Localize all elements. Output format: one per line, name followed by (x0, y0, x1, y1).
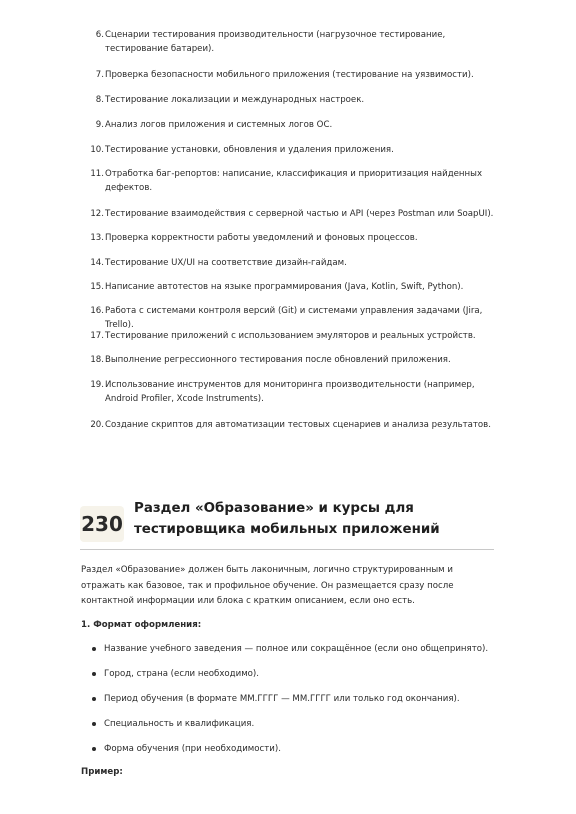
list-item-number: 7. (95, 70, 104, 80)
list-item-text: Выполнение регрессионного тестирования после обновлений приложения. (105, 355, 451, 365)
list-item-text: Написание автотестов на языке программирования (Java, Kotlin, Swift, Python). (105, 282, 464, 292)
bullet-dot (92, 722, 96, 726)
section-divider (80, 549, 494, 550)
bullet-dot (92, 672, 96, 676)
list-item-text: Использование инструментов для мониторинга производительности (например, Android Profiler, Xcode Instruments). (105, 380, 475, 404)
list-item-text: Проверка корректности работы уведомлений и фоновых процессов. (105, 233, 418, 243)
bullet-text: Город, страна (если необходимо). (104, 669, 260, 679)
list-item-number: 12. (90, 209, 104, 219)
list-item-text: Создание скриптов для автоматизации тестовых сценариев и анализа результатов. (105, 420, 491, 430)
list-item-number: 9. (95, 120, 104, 130)
list-item-text: Тестирование локализации и международных настроек. (105, 95, 365, 105)
list-item-number: 8. (95, 95, 104, 105)
list-item-text: Проверка безопасности мобильного приложения (тестирование на уязвимости). (105, 70, 474, 80)
section-title: Раздел «Образование» и курсы для тестировщика мобильных приложений (134, 501, 440, 537)
list-item-text: Работа с системами контроля версий (Git) и системами управления задачами (Jira, Trello). (105, 306, 483, 330)
bullet-text: Название учебного заведения — полное или сокращённое (если оно общепринято). (104, 644, 489, 654)
list-item-text: Тестирование приложений с использованием эмуляторов и реальных устройств. (105, 331, 476, 341)
format-heading: 1. Формат оформления: (81, 620, 202, 630)
list-item-number: 15. (90, 282, 104, 292)
list-item-text: Тестирование установки, обновления и удаления приложения. (105, 145, 394, 155)
bullet-dot (92, 697, 96, 701)
list-item-text: Тестирование взаимодействия с серверной частью и API (через Postman или SoapUI). (105, 209, 494, 219)
list-item-text: Анализ логов приложения и системных логов ОС. (105, 120, 333, 130)
section-number-badge: 230 (80, 506, 124, 542)
list-item-number: 11. (90, 169, 104, 179)
list-item-number: 17. (90, 331, 104, 341)
list-item-text: Тестирование UX/UI на соответствие дизайн-гайдам. (105, 258, 347, 268)
section-intro-paragraph: Раздел «Образование» должен быть лаконичным, логично структурированным и отражать как базовое, так и профильное обучение. Он размещается сразу после контактной информации или блока с кратким описанием, если оно есть. (81, 565, 454, 606)
section-header (80, 498, 498, 550)
list-item-text: Сценарии тестирования производительности (нагрузочное тестирование, тестирование батареи). (105, 30, 446, 54)
bullet-text: Период обучения (в формате ММ.ГГГГ — ММ.ГГГГ или только год окончания). (104, 694, 460, 704)
list-item-number: 20. (90, 420, 104, 430)
list-item-text: Отработка баг-репортов: написание, классификация и приоритизация найденных дефектов. (105, 169, 483, 193)
list-item-number: 19. (90, 380, 104, 390)
list-item-number: 14. (90, 258, 104, 268)
list-item-number: 16. (90, 306, 104, 316)
bullet-text: Форма обучения (при необходимости). (104, 744, 281, 754)
list-item-number: 18. (90, 355, 104, 365)
bullet-text: Специальность и квалификация. (104, 719, 255, 729)
list-item-number: 10. (90, 145, 104, 155)
list-item-number: 13. (90, 233, 104, 243)
list-item-number: 6. (95, 30, 104, 40)
bullet-dot (92, 647, 96, 651)
bullet-dot (92, 747, 96, 751)
example-label: Пример: (81, 767, 123, 777)
